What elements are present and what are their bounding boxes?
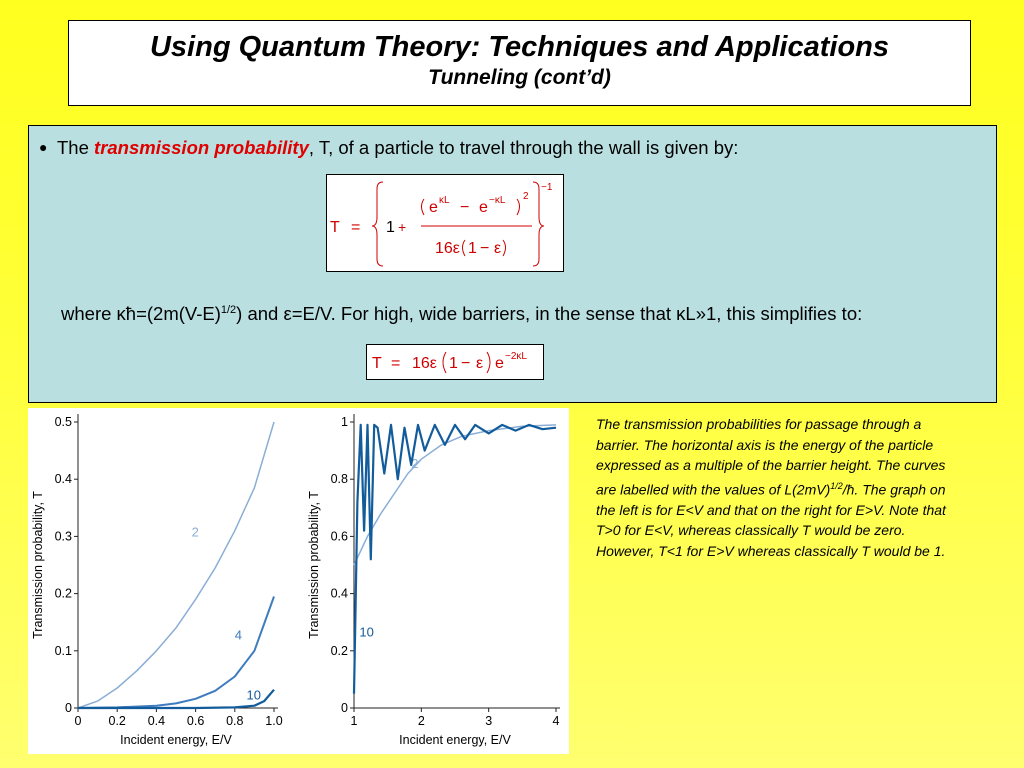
f1-one: 1 bbox=[386, 219, 395, 236]
caption-text-2: /ħ. The graph on the left is for E<V and that on the right for E>V. Note that T>0 for E<V, whereas classically T would be zero. However, T<1 for E>V whereas classically T would be 1. bbox=[596, 481, 946, 559]
x-tick-label: 1 bbox=[350, 714, 358, 728]
bullet-dot-icon: ● bbox=[39, 139, 48, 155]
slide-subtitle: Tunneling (cont’d) bbox=[428, 66, 611, 89]
slide-title-box bbox=[68, 20, 971, 106]
f1-kl1: κL bbox=[439, 195, 450, 206]
f1-e1: e bbox=[429, 199, 438, 216]
f1-den-paren-close bbox=[503, 240, 506, 256]
f2-paren-close bbox=[487, 352, 490, 373]
x-tick-label: 4 bbox=[552, 714, 560, 728]
f2-paren-open bbox=[443, 352, 446, 373]
series-label-2: 2 bbox=[411, 455, 419, 471]
f1-kl2: −κL bbox=[489, 195, 506, 206]
f2-e: e bbox=[495, 355, 504, 372]
y-tick-label: 1 bbox=[341, 415, 348, 429]
f1-den-a: 16ε bbox=[435, 240, 460, 257]
series-label-10: 10 bbox=[246, 687, 262, 703]
y-tick-label: 0 bbox=[65, 701, 72, 715]
bullet-transmission bbox=[39, 137, 738, 159]
y-tick-label: 0.1 bbox=[54, 643, 72, 658]
where-text bbox=[61, 298, 971, 326]
x-tick-label: 3 bbox=[485, 714, 493, 728]
f1-eq: = bbox=[351, 219, 361, 236]
f1-paren-open bbox=[422, 199, 425, 215]
x-tick-label: 0.2 bbox=[108, 714, 126, 728]
f1-den-paren-open bbox=[463, 240, 466, 256]
x-tick-label: 0.4 bbox=[147, 714, 166, 728]
f2-coef: 16ε bbox=[412, 355, 437, 372]
bullet-rest: , T, of a particle to travel through the wall is given by: bbox=[308, 137, 739, 158]
y-tick-label: 0.4 bbox=[54, 472, 72, 487]
caption-text: The transmission probabilities for passage through a barrier. The horizontal axis is the energy of the particle expressed as a multiple of the barrier height. The curves are labelled with the values of L(2mV) bbox=[596, 416, 946, 498]
where-start: where κħ=(2m(V-E) bbox=[61, 303, 221, 325]
series-line-10 bbox=[354, 425, 556, 694]
f1-brace-open bbox=[372, 182, 383, 266]
slide-title: Using Quantum Theory: Techniques and Applications bbox=[149, 31, 890, 63]
x-axis-label: Incident energy, E/V bbox=[399, 733, 511, 747]
f1-minus: − bbox=[460, 199, 470, 216]
chart-below-barrier bbox=[31, 414, 283, 747]
x-tick-label: 2 bbox=[417, 714, 425, 728]
bullet-prefix: The bbox=[57, 137, 89, 158]
f1-outer-exp: −1 bbox=[541, 182, 553, 193]
bullet-term: transmission probability bbox=[94, 137, 309, 158]
series-line-2 bbox=[354, 425, 556, 565]
f1-brace-close bbox=[533, 182, 544, 266]
figure-caption bbox=[596, 414, 966, 561]
series-label-4: 4 bbox=[234, 627, 243, 643]
x-tick-label: 1.0 bbox=[265, 714, 283, 728]
series-line-4 bbox=[78, 597, 274, 709]
f1-paren-close bbox=[517, 199, 520, 215]
f1-plus: + bbox=[398, 219, 407, 235]
charts-svg bbox=[28, 408, 569, 754]
f2-exp: −2κL bbox=[505, 351, 527, 362]
y-tick-label: 0.5 bbox=[54, 415, 72, 429]
f1-den-b: 1 bbox=[468, 240, 477, 257]
chart-above-barrier bbox=[307, 414, 560, 747]
series-label-10: 10 bbox=[359, 624, 374, 640]
y-tick-label: 0.2 bbox=[330, 643, 348, 658]
formula-transmission-simplified bbox=[366, 344, 544, 380]
y-tick-label: 0.3 bbox=[54, 529, 72, 544]
y-tick-label: 0 bbox=[341, 701, 348, 715]
x-axis-label: Incident energy, E/V bbox=[120, 733, 232, 747]
chart-panel bbox=[28, 408, 569, 754]
content-panel bbox=[28, 125, 997, 403]
f2-minus: − bbox=[461, 355, 471, 372]
f1-sq: 2 bbox=[523, 191, 529, 202]
formula-1-svg bbox=[327, 175, 563, 271]
x-tick-label: 0.8 bbox=[226, 714, 244, 728]
series-label-2: 2 bbox=[191, 524, 199, 540]
f1-den-minus: − bbox=[480, 240, 490, 257]
f2-eq: = bbox=[391, 355, 401, 372]
y-tick-label: 0.8 bbox=[330, 472, 348, 487]
f2-eps: ε bbox=[476, 355, 484, 372]
f1-e2: e bbox=[479, 199, 488, 216]
formula-2-svg bbox=[367, 345, 543, 379]
y-axis-label: Transmission probability, T bbox=[31, 491, 45, 639]
x-tick-label: 0.6 bbox=[186, 714, 205, 728]
where-exp: 1/2 bbox=[220, 304, 237, 316]
y-tick-label: 0.4 bbox=[330, 586, 348, 601]
x-tick-label: 0 bbox=[74, 714, 82, 728]
f1-den-eps: ε bbox=[494, 240, 502, 257]
f2-lhs: T bbox=[372, 355, 382, 372]
y-tick-label: 0.6 bbox=[330, 529, 348, 544]
f1-lhs: T bbox=[330, 219, 340, 236]
y-axis-label: Transmission probability, T bbox=[307, 491, 321, 639]
where-rest: ) and ε=E/V. For high, wide barriers, in the sense that κL»1, this simplifies to: bbox=[236, 303, 863, 325]
caption-sup: 1/2 bbox=[830, 480, 843, 491]
series-line-10 bbox=[78, 690, 274, 708]
f2-one: 1 bbox=[449, 355, 458, 372]
formula-transmission-full bbox=[326, 174, 564, 272]
y-tick-label: 0.2 bbox=[54, 586, 72, 601]
